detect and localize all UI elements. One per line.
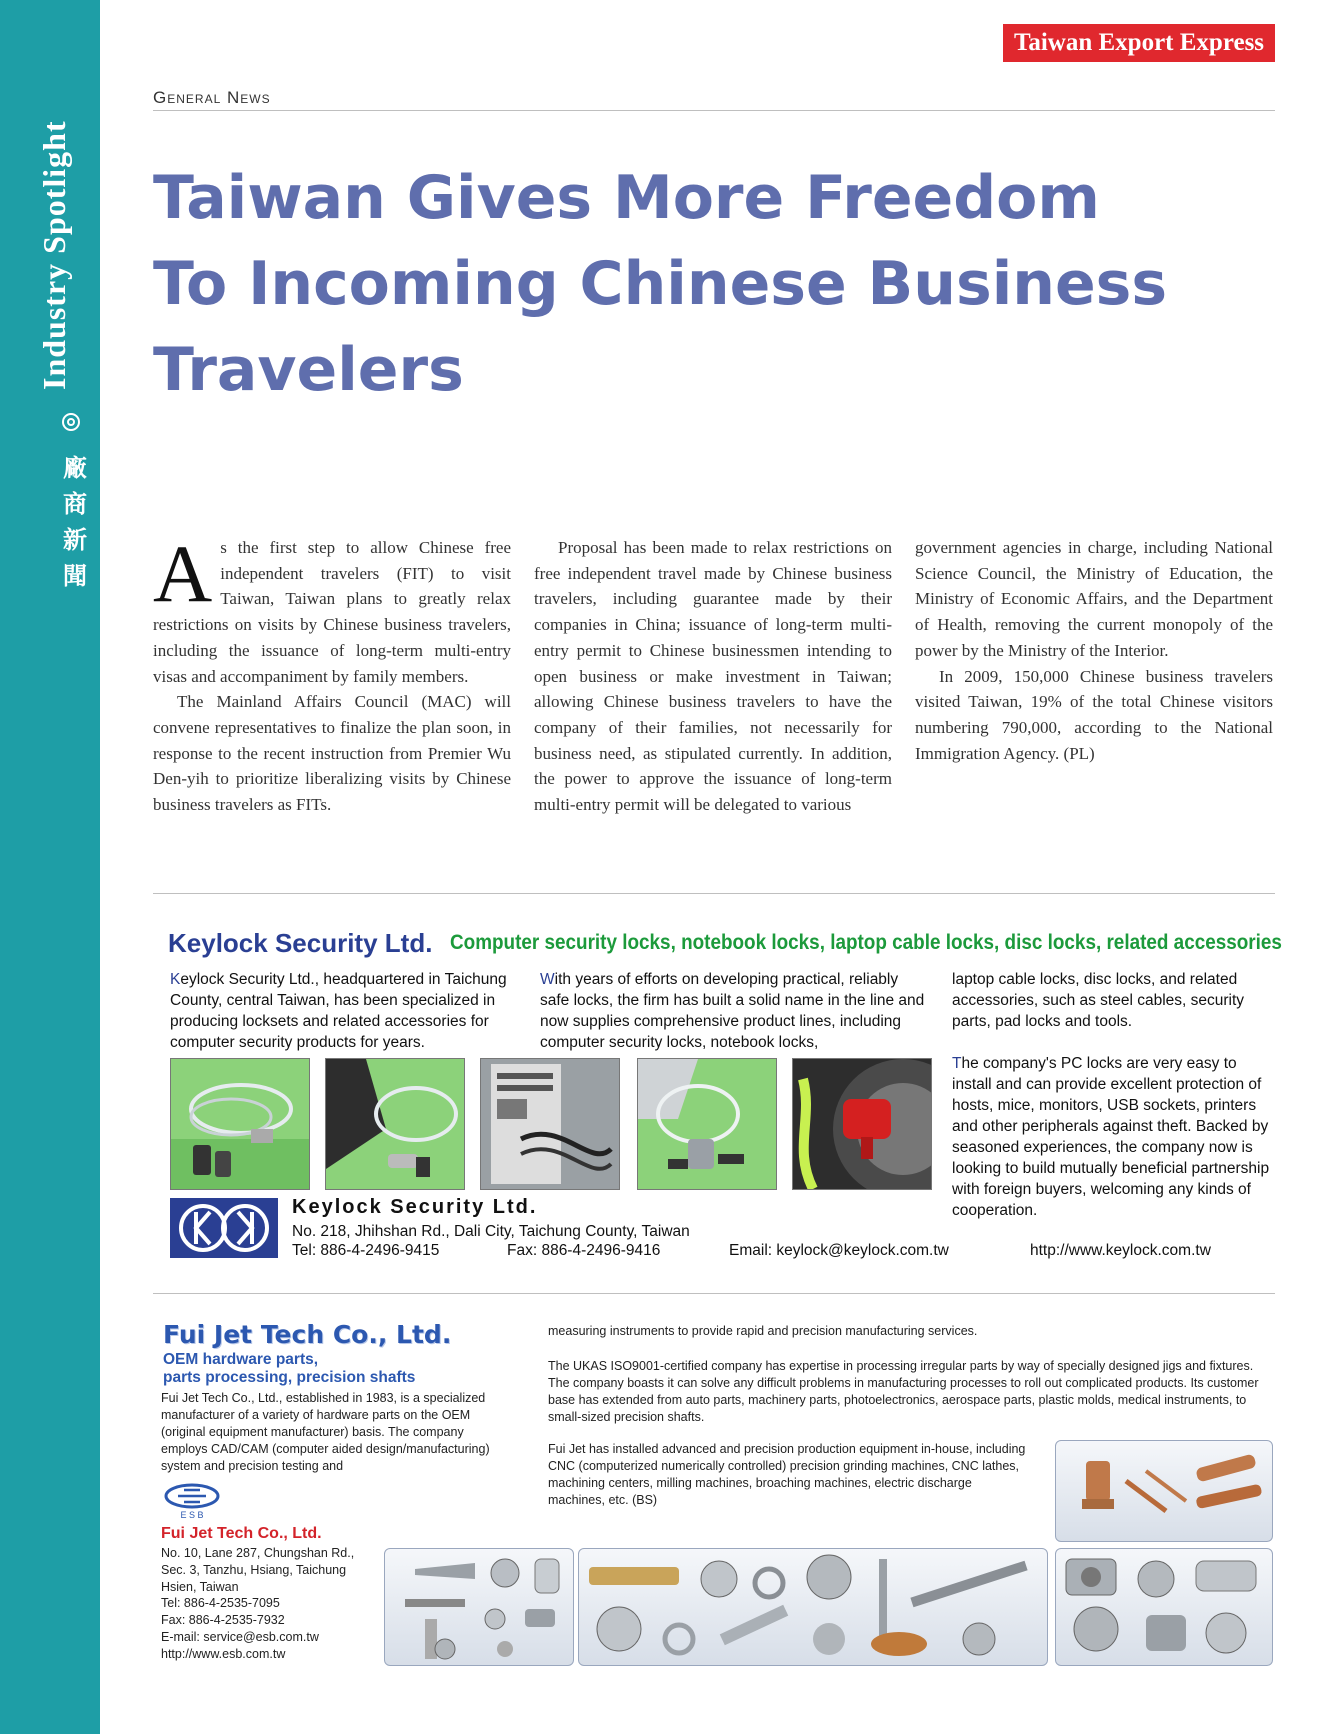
keylock-logo: [170, 1198, 278, 1258]
paragraph-text: eylock Security Ltd., headquartered in Taichung County, central Taiwan, has been specialized in producing locksets and related accessories for computer security products for years.: [170, 971, 507, 1051]
fuijet-title: Fui Jet Tech Co., Ltd.: [163, 1320, 452, 1349]
keylock-tel: Tel: 886-4-2496-9415: [292, 1242, 440, 1259]
fuijet-paragraph: The UKAS ISO9001-certified company has expertise in processing irregular parts by way of specially designed jigs and fixtures. The company boasts it can solve any difficult problems in manufacturing processes to roll out complicated products. Its customer base has extended from auto parts, machinery parts, photoelectronics, aerospace parts, plastic molds, medical instruments, to small-sized precision shafts.: [548, 1359, 1259, 1424]
sidebar-cjk-char: 新: [63, 526, 87, 554]
headline-line: Taiwan Gives More Freedom: [153, 163, 1100, 233]
article-paragraph: government agencies in charge, including National Science Council, the Ministry of Education, the Ministry of Economic Affairs, and the Department of Health, removing the current monopoly of the power by the Ministry of the Interior.: [915, 538, 1273, 660]
article-paragraph: In 2009, 150,000 Chinese business travelers visited Taiwan, 19% of the total Chinese visitors numbering 790,000, according to the National Immigration Agency. (PL): [915, 666, 1273, 763]
bullseye-icon: [62, 413, 80, 431]
article-headline: [153, 155, 1253, 413]
product-photo-disc-lock: [792, 1058, 932, 1190]
parts-photo-assorted: [578, 1548, 1048, 1666]
sidebar-label: Industry Spotlight: [36, 120, 72, 390]
paragraph-text: ith years of efforts on developing practical, reliably safe locks, the firm has built a solid name in the line and now supplies comprehensive product lines, including computer security locks, notebook locks,: [540, 971, 925, 1051]
sidebar-cjk-char: 商: [63, 490, 87, 518]
parts-photo-copper: [1055, 1440, 1273, 1542]
article-column-1: [153, 528, 511, 818]
product-photo-notebook-lock: [325, 1058, 465, 1190]
parts-photo-fittings: [1055, 1548, 1273, 1666]
first-letter: K: [170, 971, 181, 988]
article-paragraph: Proposal has been made to relax restrictions on free independent travel made by Chinese business travelers, including guarantee made by their companies in China; issuance of long-term multi-entry permit to Chinese businessmen intending to open business or make investment in Taiwan; allowing Chinese business travelers to have the company of their families, not necessarily for business need, as stipulated currently. In addition, the power to approve the issuance of long-term multi-entry permit will be delegated to various: [534, 538, 892, 815]
fuijet-paragraph: Fui Jet has installed advanced and precision production equipment in-house, including CNC (computerized numerically controlled) precision grinding machines, CNC lathes, machining centers, milling machines, broaching machines, electric discharge machines, etc. (BS): [548, 1442, 1026, 1507]
sidebar-cjk: [60, 450, 90, 594]
esb-logo-text: E S B: [180, 1510, 204, 1520]
fuijet-contact: [161, 1545, 354, 1663]
esb-logo: [164, 1483, 220, 1521]
fuijet-email: E-mail: service@esb.com.tw: [161, 1629, 319, 1644]
article-paragraph: The Mainland Affairs Council (MAC) will convene representatives to finalize the plan soon, in response to the recent instruction from Premier Wu Den-yih to prioritize liberalizing visits by Chinese business travelers as FITs.: [153, 692, 511, 815]
keylock-website: http://www.keylock.com.tw: [1030, 1242, 1211, 1259]
keylock-paragraph: [170, 969, 530, 1053]
fuijet-company-name: Fui Jet Tech Co., Ltd.: [161, 1525, 322, 1542]
sidebar-cjk-char: 聞: [63, 562, 87, 590]
keylock-fax: Fax: 886-4-2496-9416: [507, 1242, 661, 1259]
article-paragraph: [153, 528, 511, 689]
article-column-2: [534, 535, 892, 818]
fuijet-fax: Fax: 886-4-2535-7932: [161, 1613, 285, 1628]
fuijet-address-line: Hsien, Taiwan: [161, 1579, 239, 1594]
parts-photo-shafts: [384, 1548, 574, 1666]
header-divider: [153, 110, 1275, 111]
keylock-address: No. 218, Jhihshan Rd., Dali City, Taichung County, Taiwan: [292, 1223, 690, 1240]
headline-line: Travelers: [153, 335, 464, 405]
keylock-paragraph: [540, 969, 930, 1053]
section-divider: [153, 1293, 1275, 1294]
brand-tag: Taiwan Export Express: [1003, 24, 1275, 62]
section-divider: [153, 893, 1275, 894]
keylock-paragraph: laptop cable locks, disc locks, and related accessories, such as steel cables, security parts, pad locks and tools.: [952, 971, 1245, 1030]
fuijet-paragraph: measuring instruments to provide rapid and precision manufacturing services.: [548, 1324, 978, 1338]
product-photo-pc-lock: [480, 1058, 620, 1190]
fuijet-address-line: No. 10, Lane 287, Chungshan Rd.,: [161, 1546, 355, 1560]
fuijet-tel: Tel: 886-4-2535-7095: [161, 1596, 280, 1611]
sidebar-cjk-char: 廠: [63, 454, 87, 482]
paragraph-text: he company's PC locks are very easy to install and can provide excellent protection of hosts, mice, monitors, USB sockets, printers and other peripherals against theft. Backed by seasoned experiences, the company now is looking to build mutually beneficial partnership with foreign buyers, welcoming any kinds of cooperation.: [952, 1055, 1270, 1219]
drop-cap: A: [153, 528, 213, 619]
fuijet-address-line: Sec. 3, Tanzhu, Hsiang, Taichung: [161, 1562, 347, 1577]
fuijet-tagline: OEM hardware parts,: [163, 1351, 319, 1368]
keylock-company-name: Keylock Security Ltd.: [292, 1196, 538, 1218]
keylock-paragraph: [952, 1053, 1272, 1221]
keylock-email: Email: keylock@keylock.com.tw: [729, 1242, 949, 1259]
fuijet-website: http://www.esb.com.tw: [161, 1646, 286, 1661]
article-column-3: [915, 535, 1273, 766]
first-letter: W: [540, 971, 555, 988]
fuijet-tagline: parts processing, precision shafts: [163, 1369, 416, 1386]
section-label: General News: [153, 88, 271, 107]
headline-line: To Incoming Chinese Business: [153, 249, 1168, 319]
keylock-tagline: Computer security locks, notebook locks, laptop cable locks, disc locks, related accessories: [450, 931, 1282, 954]
product-photo-key-lock: [637, 1058, 777, 1190]
first-letter: T: [952, 1055, 962, 1072]
paragraph-text: s the first step to allow Chinese free independent travelers (FIT) to visit Taiwan, Taiwan plans to greatly relax restrictions on visits by Chinese business travelers, including the issuance of long-term multi-entry visas and accompaniment by family members.: [153, 538, 511, 686]
product-photo-cable-lock: [170, 1058, 310, 1190]
fuijet-paragraph: Fui Jet Tech Co., Ltd., established in 1983, is a specialized manufacturer of a variety of hardware parts on the OEM (original equipment manufacturer) basis. The company employs CAD/CAM (computer aided design/manufacturing) system and precision testing and: [161, 1391, 490, 1473]
sidebar-band: [0, 0, 100, 1734]
keylock-title: Keylock Security Ltd.: [168, 928, 433, 958]
